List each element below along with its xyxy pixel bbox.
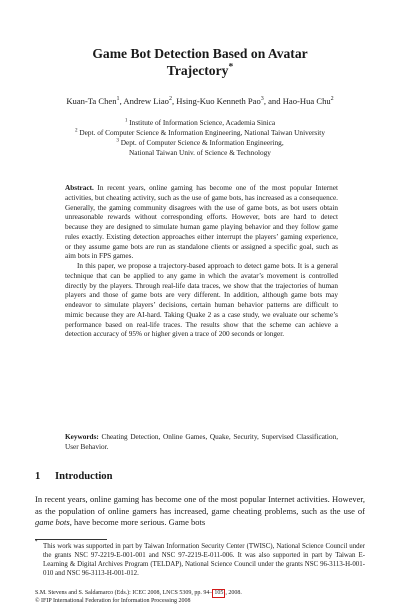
author-name: Andrew Liao: [123, 96, 169, 106]
title-footnote-mark: *: [228, 62, 234, 73]
credits-line-2: © IFIP International Federation for Information Processing 2008: [35, 597, 191, 604]
publication-credits: [35, 589, 365, 605]
affiliation-1: [0, 118, 400, 128]
affiliation-text: Dept. of Computer Science & Information Engineering,: [120, 137, 284, 147]
credits-citation: S.M. Stevens and S. Saldamarco (Eds.): ICEC 2008, LNCS 5309, pp. 94–: [35, 590, 213, 596]
footnote-rule: [35, 539, 107, 540]
affiliation-text: Institute of Information Science, Academia Sinica: [129, 118, 276, 127]
keywords-text: Cheating Detection, Online Games, Quake, Security, Supervised Classification, User Behavior.: [65, 433, 339, 451]
abstract-paragraph-2: In this paper, we propose a trajectory-based approach to detect game bots. It is a general technique that can be applied to any game in which the avatar’s movement is controlled directly by the players. Through real-life data traces, we show that the trajectories of human players and those of game bots are very different. In addition, although game bots may endeavor to simulate players’ decisions, certain human behavior patterns are difficult to mimic because they are AI-hard. Taking Quake 2 as a case study, we evaluate our scheme’s performance based on real-life traces. The results show that the scheme can achieve a detection accuracy of 95% or higher given a trace of 200 seconds or longer.: [65, 262, 338, 339]
affiliation-number: 2: [75, 127, 78, 134]
author-affil-mark: 1: [116, 96, 120, 103]
section-number: 1: [35, 471, 41, 482]
keywords-label: Keywords:: [65, 433, 99, 441]
intro-paragraph: [35, 494, 365, 529]
abstract-label: Abstract.: [65, 184, 94, 192]
title-line-2-text: Trajectory: [166, 63, 229, 78]
author-name: Hao-Hua Chu: [282, 96, 331, 106]
intro-text-2: , have become more serious. Game bots: [69, 517, 206, 527]
section-heading: [35, 470, 113, 483]
author-affil-mark: 2: [168, 96, 172, 103]
affiliation-number: 1: [124, 117, 128, 124]
intro-italic-term: game bots: [35, 517, 70, 527]
footnote-text: This work was supported in part by Taiwan Information Security Center (TWISC), National Science Council under the grants NSC 97-2219-E-001-001 and NSC 97-2219-E-011-006. It was also supported in part by Taiwan E-Learning & Digital Archives Program (TELDAP), National Science Council under the grants NSC 96-3113-H-001-010 and NSC 96-3113-H-001-012.: [43, 543, 365, 577]
abstract-paragraph-1: [65, 184, 338, 262]
affiliation-number: 3: [116, 137, 119, 144]
page-number-link[interactable]: 105: [214, 590, 224, 596]
intro-text-1: In recent years, online gaming has become one of the most popular Internet activities. However, as the population of online gamers has increased, game cheating problems, such as the use of: [35, 494, 365, 516]
abstract-text: In recent years, online gaming has become one of the most popular Internet activities, but cheating activity, such as the use of game bots, has increased as a consequence. Generally, the gaming community disagrees with the use of game bots, as bot users obtain unreasonable rewards without corresponding efforts. However, bots are hard to detect because they are designed to simulate human game playing behavior and they follow game rules exactly. Existing detection approaches either interrupt the players’ gaming experience, or they assume game bots are run as standalone clients or assigned a specific goal, such as aim bots in FPS games.: [65, 184, 338, 261]
author-affil-mark: 2: [330, 96, 334, 103]
title-line-2: [0, 62, 400, 79]
author-list: Kuan-Ta Chen$^1$, Andrew Liao$^2$, Hsing-Kuo Kenneth Pao$^3$, and Hao-Hua Chu$^2$: [66, 96, 334, 106]
author-affil-mark: 3: [260, 96, 264, 103]
author-name: Kuan-Ta Chen: [66, 96, 117, 106]
keywords: [65, 433, 338, 453]
abstract: [65, 184, 338, 340]
affiliation-2: [0, 128, 400, 138]
section-title: Introduction: [55, 471, 113, 482]
affiliation-text: Dept. of Computer Science & Information Engineering, National Taiwan University: [79, 127, 325, 137]
author-name: Hsing-Kuo Kenneth Pao: [176, 96, 261, 106]
credits-year: , 2008.: [225, 590, 242, 596]
footnote: * This work was supported in part by Taiwan Information Security Center (TWISC), National Science Council under the grants NSC 97-2219-E-001-001 and NSC 97-2219-E-011-006. It was also supported in part by Taiwan E-Learning & Digital Archives Program (TELDAP), National Science Council under the grants NSC 96-3113-H-001-010 and NSC 96-3113-H-001-012.: [35, 540, 365, 577]
affiliations: [0, 118, 400, 158]
author-conjunction: and: [268, 96, 281, 106]
title-line-1: Game Bot Detection Based on Avatar: [92, 46, 308, 61]
credits-line-1: [35, 589, 365, 598]
paper-title: [0, 45, 400, 79]
affiliation-3-cont: National Taiwan Univ. of Science & Technology: [129, 147, 271, 157]
affiliation-3: [0, 138, 400, 148]
